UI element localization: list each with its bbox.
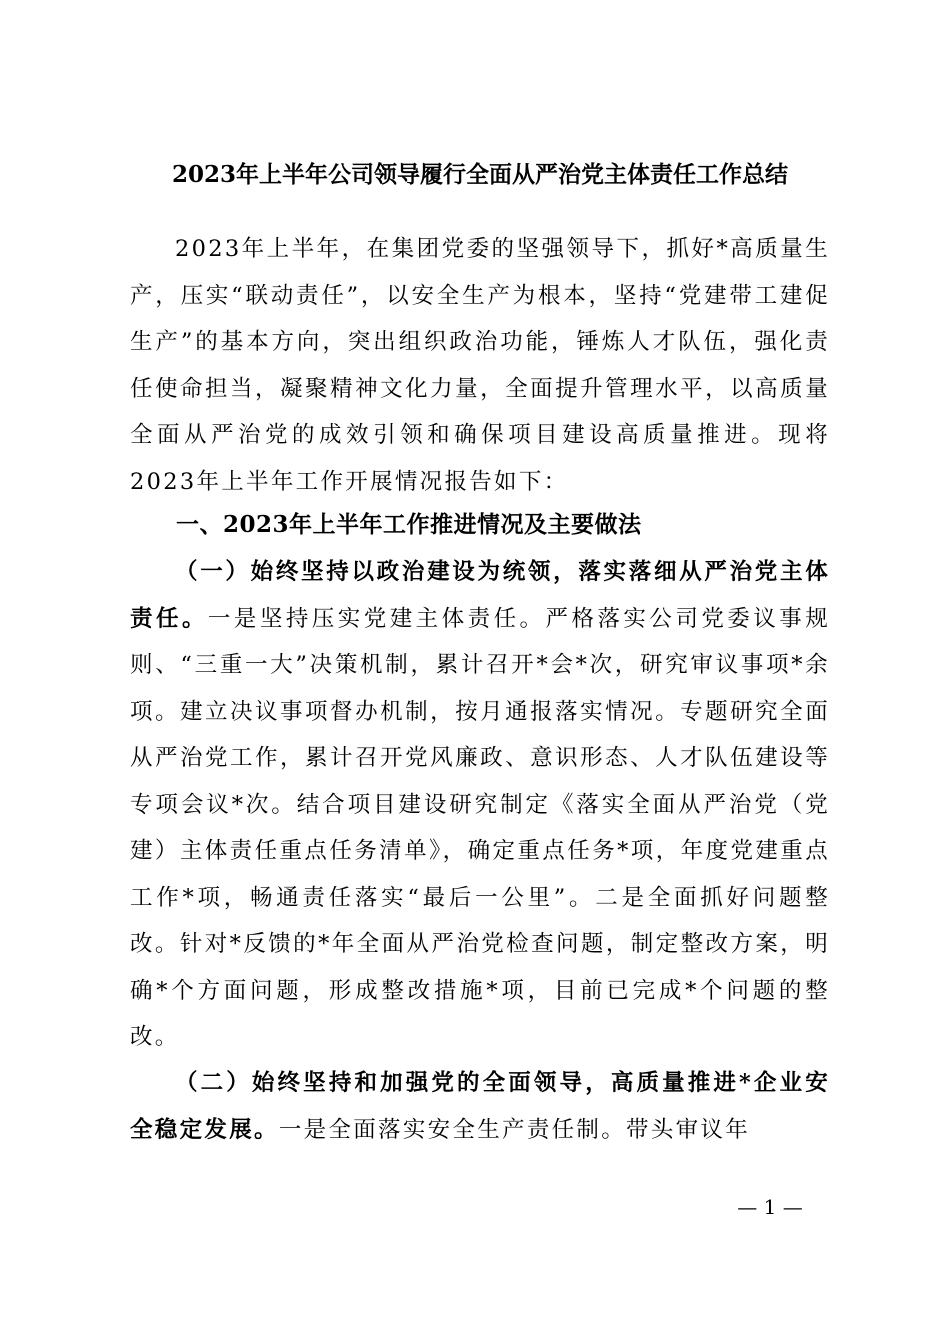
item-1-paragraph xyxy=(130,549,830,1061)
section-heading-1: 一、2023年上半年工作推进情况及主要做法 xyxy=(176,511,642,538)
item-2-body: 一是全面落实安全生产责任制。带头审议年 xyxy=(278,1116,751,1143)
item-2-lead: （二）始终坚持和加强党的全面领导，高质量推进*企业安全稳定发展。 xyxy=(130,1070,830,1143)
item-2-paragraph xyxy=(130,1060,830,1153)
item-1-lead: （一）始终坚持以政治建设为统领，落实落细从严治党主体责任。 xyxy=(130,559,830,632)
intro-paragraph: 2023年上半年，在集团党委的坚强领导下，抓好*高质量生产，压实“联动责任”，以安全生产为根本，坚持“党建带工建促生产”的基本方向，突出组织政治功能，锤炼人才队伍，强化责任使命担当，凝聚精神文化力量，全面提升管理水平，以高质量全面从严治党的成效引领和确保项目建设高质量推进。现将2023年上半年工作开展情况报告如下： xyxy=(130,236,830,495)
document-title: 2023年上半年公司领导履行全面从严治党主体责任工作总结 xyxy=(171,161,788,188)
page-number: — 1 — xyxy=(737,1195,803,1219)
item-1-body: 一是坚持压实党建主体责任。严格落实公司党委议事规则、“三重一大”决策机制，累计召开*会*次，研究审议事项*余项。建立决议事项督办机制，按月通报落实情况。专题研究全面从严治党工作，累计召开党风廉政、意识形态、人才队伍建设等专项会议*次。结合项目建设研究制定《落实全面从严治党（党建）主体责任重点任务清单》，确定重点任务*项，年度党建重点工作*项，畅通责任落实“最后一公里”。二是全面抓好问题整改。针对*反馈的*年全面从严治党检查问题，制定整改方案，明确*个方面问题，形成整改措施*项，目前已完成*个问题的整改。 xyxy=(130,605,831,1050)
